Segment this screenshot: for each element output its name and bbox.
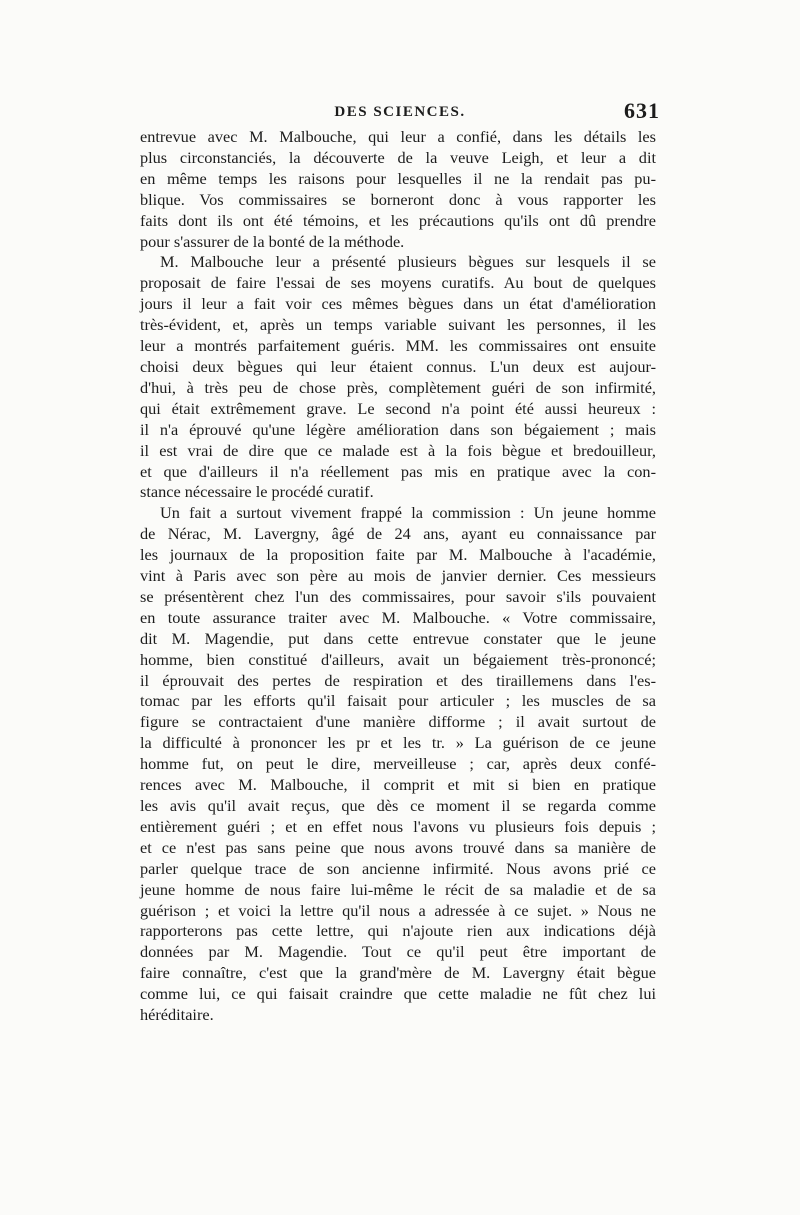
text-line: choisi deux bègues qui leur étaient connus. L'un deux est aujour-: [140, 356, 656, 376]
text-line: blique. Vos commissaires se borneront donc à vous rapporter les: [140, 189, 656, 209]
text-line: se présentèrent chez l'un des commissaires, pour savoir s'ils pouvaient: [140, 586, 656, 606]
text-line: la difficulté à prononcer les pr et les tr. » La guérison de ce jeune: [140, 733, 656, 753]
paragraph: [140, 252, 656, 503]
text-line: les avis qu'il avait reçus, que dès ce moment il se regarda comme: [140, 796, 656, 815]
text-line: faits dont ils ont été témoins, et les précautions qu'ils ont dû prendre: [140, 210, 656, 230]
running-head: [140, 98, 660, 128]
text-line: M. Malbouche leur a présenté plusieurs bègues sur lesquels il se: [160, 252, 656, 272]
text-line: Un fait a surtout vivement frappé la commission : Un jeune homme: [160, 503, 656, 523]
page-number: 631: [624, 98, 660, 123]
text-line: faire connaître, c'est que la grand'mère de M. Lavergny était bègue: [140, 963, 656, 983]
text-line: rences avec M. Malbouche, il comprit et mit si bien en pratique: [140, 775, 656, 795]
text-line: qui était extrêmement grave. Le second n'a point été aussi heureux :: [140, 398, 656, 418]
text-line: d'hui, à très peu de chose près, complètement guéri de son infirmité,: [140, 377, 656, 397]
text-line: plus circonstanciés, la découverte de la veuve Leigh, et leur a dit: [140, 147, 656, 167]
text-line: il éprouvait des pertes de respiration et des tiraillemens dans l'es-: [140, 670, 656, 690]
text-line: leur a montrés parfaitement guéris. MM. les commissaires ont ensuite: [140, 336, 656, 356]
text-line: les journaux de la proposition faite par M. Malbouche à l'académie,: [140, 545, 656, 565]
text-line: vint à Paris avec son père au mois de janvier dernier. Ces messieurs: [140, 566, 656, 586]
text-line: et que d'ailleurs il n'a réellement pas mis en pratique avec la con-: [140, 461, 656, 481]
text-line: rapporterons pas cette lettre, qui n'ajoute rien aux indications déjà: [140, 921, 656, 941]
text-line: de Nérac, M. Lavergny, âgé de 24 ans, ayant eu connaissance par: [140, 524, 656, 544]
text-line: il n'a éprouvé qu'une légère amélioration dans son bégaiement ; mais: [140, 419, 656, 439]
text-line: en même temps les raisons pour lesquelles il ne la rendait pas pu-: [140, 168, 656, 188]
text-line: entièrement guéri ; et en effet nous l'avons vu plusieurs fois depuis ;: [140, 816, 656, 836]
text-line: entrevue avec M. Malbouche, qui leur a confié, dans les détails les: [140, 127, 656, 146]
text-line: jours il leur a fait voir ces mêmes bègues dans un état d'amélioration: [140, 294, 656, 314]
text-line: héréditaire.: [140, 1005, 214, 1025]
text-line: homme fut, on peut le dire, merveilleuse ; car, après deux confé-: [140, 754, 656, 774]
text-line: très-évident, et, après un temps variable suivant les personnes, il les: [140, 315, 656, 335]
text-line: guérison ; et voici la lettre qu'il nous a adressée à ce sujet. » Nous ne: [140, 900, 656, 920]
text-line: dit M. Magendie, put dans cette entrevue constater que le jeune: [140, 628, 656, 648]
text-line: stance nécessaire le procédé curatif.: [140, 482, 374, 502]
text-line: pour s'assurer de la bonté de la méthode.: [140, 231, 405, 251]
text-line: en toute assurance traiter avec M. Malbouche. « Votre commissaire,: [140, 607, 656, 627]
text-line: tomac par les efforts qu'il faisait pour articuler ; les muscles de sa: [140, 691, 656, 711]
text-line: données par M. Magendie. Tout ce qu'il peut être important de: [140, 942, 656, 962]
text-line: comme lui, ce qui faisait craindre que cette maladie ne fût chez lui: [140, 984, 656, 1004]
paragraph: [140, 503, 656, 1026]
text-line: figure se contractaient d'une manière difforme ; il avait surtout de: [140, 712, 656, 732]
text-line: il est vrai de dire que ce malade est à la fois bègue et bredouilleur,: [140, 440, 656, 460]
text-line: et ce n'est pas sans peine que nous avons trouvé dans sa manière de: [140, 837, 656, 857]
text-line: jeune homme de nous faire lui-même le récit de sa maladie et de sa: [140, 879, 656, 899]
text-line: parler quelque trace de son ancienne infirmité. Nous avons prié ce: [140, 858, 656, 878]
body-text: [140, 127, 656, 1026]
text-line: proposait de faire l'essai de ses moyens curatifs. Au bout de quelques: [140, 273, 656, 293]
paragraph: [140, 127, 656, 252]
running-title: DES SCIENCES.: [334, 104, 466, 120]
text-line: homme, bien constitué d'ailleurs, avait un bégaiement très-prononcé;: [140, 649, 656, 669]
